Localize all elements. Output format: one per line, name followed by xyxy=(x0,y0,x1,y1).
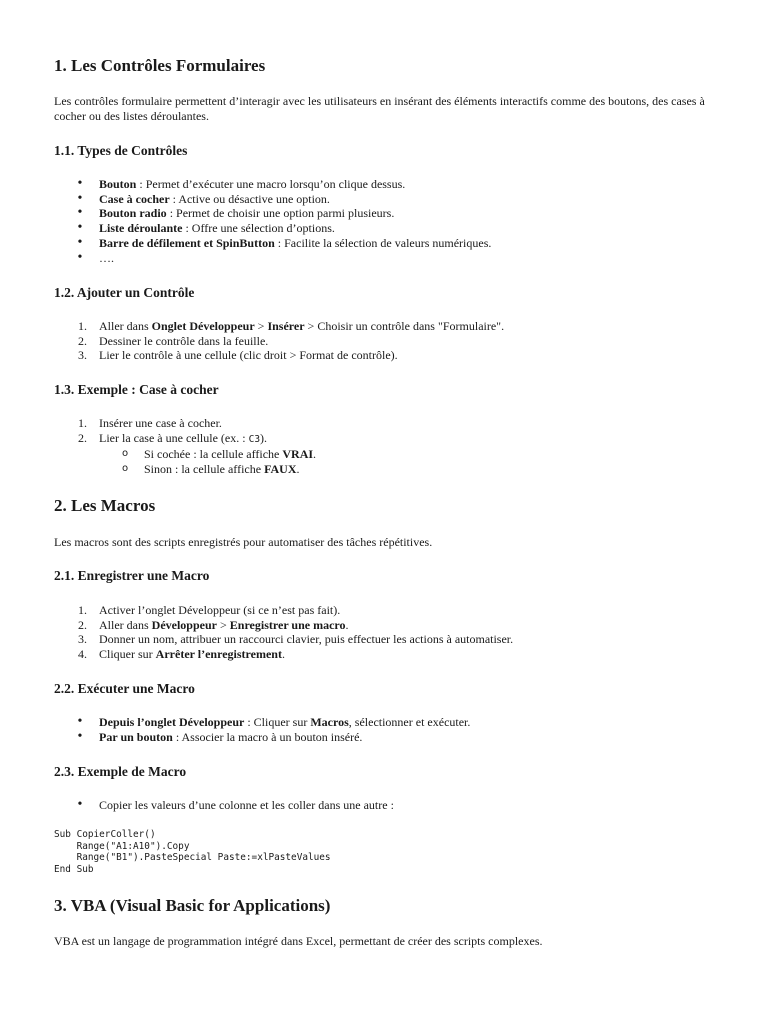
text: Donner un nom, attribuer un raccourci clavier, puis effectuer les actions à automatiser. xyxy=(99,632,514,647)
step-number: 2. xyxy=(78,617,87,632)
record-macro-steps xyxy=(54,603,714,662)
list-item xyxy=(54,715,714,730)
section-1-3-heading: 1.3. Exemple : Case à cocher xyxy=(54,382,219,397)
list-item xyxy=(54,206,714,221)
text: : Cliquer sur xyxy=(244,715,311,729)
section-3-intro: VBA est un langage de programmation intégré dans Excel, permettant de créer des scripts complexes. xyxy=(54,934,543,948)
list-item xyxy=(54,319,714,334)
step-number: 3. xyxy=(78,632,87,647)
list-item xyxy=(54,251,714,266)
list-item xyxy=(54,647,714,662)
text: Sinon : la cellule affiche xyxy=(144,462,265,477)
list-item xyxy=(54,798,714,813)
section-1-heading: 1. Les Contrôles Formulaires xyxy=(54,56,266,75)
step-number: 2. xyxy=(78,333,87,348)
section-3-heading: 3. VBA (Visual Basic for Applications) xyxy=(54,896,331,915)
text: > Choisir un contrôle dans "Formulaire". xyxy=(304,319,505,333)
list-item xyxy=(54,603,714,618)
text: Si cochée : la cellule affiche xyxy=(144,447,283,462)
list-item xyxy=(54,632,714,647)
section-1-intro: Les contrôles formulaire permettent d’interagir avec les utilisateurs en insérant des éléments interactifs comme des boutons, des cases à cocher ou des listes déroulantes. xyxy=(54,94,705,123)
bullet: • xyxy=(77,190,83,206)
text: : Associer la macro à un bouton inséré. xyxy=(172,729,363,744)
section-2-1-heading: 2.1. Enregistrer une Macro xyxy=(54,568,210,583)
text: Dessiner le contrôle dans la feuille. xyxy=(99,333,269,348)
list-item xyxy=(54,221,714,236)
text: Lier le contrôle à une cellule (clic droit > Format de contrôle). xyxy=(99,348,398,363)
inline-code: C3 xyxy=(248,433,261,445)
list-item-desc: : Permet de choisir une option parmi plusieurs. xyxy=(166,206,395,221)
step-number: 4. xyxy=(78,647,87,662)
text: > xyxy=(216,617,230,632)
step-number: 1. xyxy=(78,319,87,333)
text: . xyxy=(296,462,300,477)
control-types-list xyxy=(54,177,714,265)
checkbox-example-steps xyxy=(54,416,714,477)
step-number: 1. xyxy=(78,603,87,617)
circle-bullet: o xyxy=(122,463,129,475)
text: . xyxy=(281,647,285,662)
text: Lier la case à une cellule (ex. : xyxy=(99,430,249,445)
list-item-desc: : Permet d’exécuter une macro lorsqu’on clique dessus. xyxy=(136,177,406,191)
bullet: • xyxy=(77,205,83,221)
step-number: 3. xyxy=(78,348,87,363)
text: ). xyxy=(260,430,268,445)
list-item xyxy=(54,730,714,745)
text: . xyxy=(313,447,317,462)
add-control-steps xyxy=(54,319,714,363)
list-item-term: Barre de défilement et SpinButton xyxy=(99,235,275,250)
list-item xyxy=(54,236,714,251)
bullet: • xyxy=(77,714,83,729)
section-2-2-heading: 2.2. Exécuter une Macro xyxy=(54,681,195,696)
text: Insérer une case à cocher. xyxy=(99,416,222,430)
text: FAUX xyxy=(264,462,297,477)
list-item-term: Liste déroulante xyxy=(99,221,183,236)
sub-list-item xyxy=(54,462,714,477)
section-1-2-heading: 1.2. Ajouter un Contrôle xyxy=(54,285,195,300)
text: > xyxy=(254,319,268,333)
macro-example-list xyxy=(54,798,714,813)
code-block: Sub CopierColler() Range("A1:A10").Copy Range("B1").PasteSpecial Paste:=xlPasteValues End Sub xyxy=(54,829,331,875)
section-2-intro: Les macros sont des scripts enregistrés pour automatiser des tâches répétitives. xyxy=(54,535,433,549)
list-item xyxy=(54,192,714,207)
list-item-desc: : Offre une sélection d’options. xyxy=(182,221,335,236)
text: Aller dans xyxy=(99,617,152,632)
step-number: 2. xyxy=(78,430,87,445)
list-item xyxy=(54,431,714,477)
text: Activer l’onglet Développeur (si ce n’est pas fait). xyxy=(99,603,341,617)
list-item-desc: : Active ou désactive une option. xyxy=(169,191,330,206)
text: Développeur xyxy=(151,617,217,632)
text: Enregistrer une macro xyxy=(229,617,346,632)
text: VRAI xyxy=(282,447,314,462)
sub-list-item xyxy=(54,447,714,462)
text: Par un bouton xyxy=(99,729,173,744)
bullet: • xyxy=(77,797,83,812)
bullet: • xyxy=(77,176,83,191)
list-item xyxy=(54,348,714,363)
text: Cliquer sur xyxy=(99,647,156,662)
text: Aller dans xyxy=(99,319,152,333)
list-item xyxy=(54,334,714,349)
text: , sélectionner et exécuter. xyxy=(348,715,471,729)
step-number: 1. xyxy=(78,416,87,430)
section-1-1-heading: 1.1. Types de Contrôles xyxy=(54,143,188,158)
list-item xyxy=(54,618,714,633)
text: Copier les valeurs d’une colonne et les coller dans une autre : xyxy=(99,798,394,812)
circle-bullet: o xyxy=(122,448,129,460)
text: Macros xyxy=(310,715,349,729)
section-2-3-heading: 2.3. Exemple de Macro xyxy=(54,764,187,779)
section-2-heading: 2. Les Macros xyxy=(54,496,156,515)
list-item-term: Bouton radio xyxy=(99,206,167,221)
text: Insérer xyxy=(267,319,305,333)
text: Onglet Développeur xyxy=(151,319,255,333)
list-item xyxy=(54,177,714,192)
text: . xyxy=(345,617,349,632)
sub-list xyxy=(54,447,714,476)
run-macro-list xyxy=(54,715,714,744)
list-item-term: Bouton xyxy=(99,177,137,191)
list-item-term: Case à cocher xyxy=(99,191,170,206)
text: Arrêter l’enregistrement xyxy=(155,647,282,662)
bullet: • xyxy=(77,728,83,744)
bullet: • xyxy=(77,249,83,265)
list-item-desc: : Facilite la sélection de valeurs numériques. xyxy=(274,235,492,250)
bullet: • xyxy=(77,220,83,236)
text: Depuis l’onglet Développeur xyxy=(99,715,245,729)
list-item-desc: …. xyxy=(99,250,114,265)
bullet: • xyxy=(77,234,83,250)
list-item xyxy=(54,416,714,431)
